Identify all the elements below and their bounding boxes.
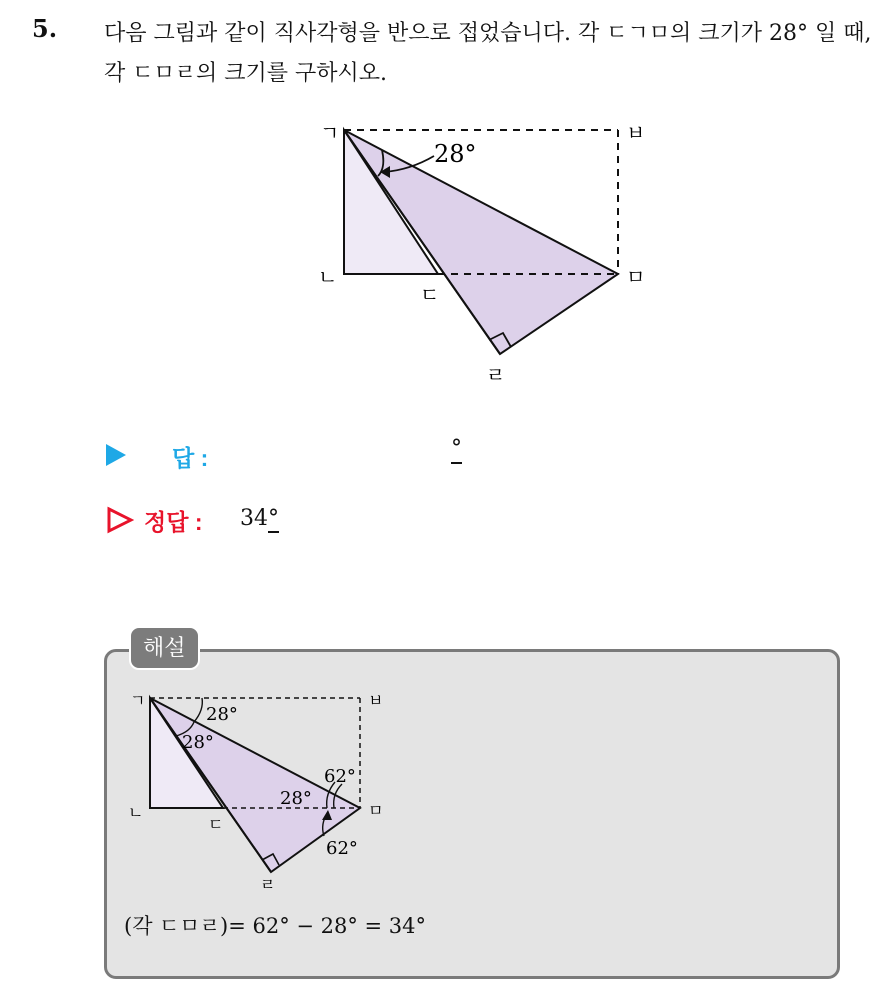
play-triangle-icon <box>106 444 126 466</box>
expl-angle-2: 28° <box>182 732 214 753</box>
explanation-formula: (각 ㄷㅁㄹ)= 62° − 28° = 34° <box>124 914 427 938</box>
label-d: ㄷ <box>420 283 440 307</box>
expl-angle-4: 28° <box>280 788 312 809</box>
expl-angle-3: 62° <box>324 766 356 787</box>
explanation-figure <box>120 690 400 900</box>
main-figure <box>300 112 660 392</box>
question-text: 다음 그림과 같이 직사각형을 반으로 접었습니다. 각 ㄷㄱㅁ의 크기가 28° 일 때, 각 ㄷㅁㄹ의 크기를 구하시오. <box>104 21 872 86</box>
label-n: ㄴ <box>318 265 338 289</box>
expl-label-m: ㅁ <box>368 801 384 820</box>
correct-unit: ° <box>268 506 279 531</box>
angle-label: 28° <box>434 140 477 168</box>
explanation-tag: 해설 <box>129 626 200 670</box>
question-number: 5. <box>32 14 58 43</box>
correct-value <box>240 506 279 531</box>
expl-arc-top <box>194 698 202 722</box>
expl-label-r: ㄹ <box>260 875 276 894</box>
answer-unit: ° <box>451 436 462 464</box>
answer-label: 답 : <box>172 445 209 471</box>
expl-label-d: ㄷ <box>208 815 224 834</box>
label-g: ㄱ <box>320 121 340 145</box>
answer-row <box>106 436 506 472</box>
expl-angle-5: 62° <box>326 838 358 859</box>
expl-label-g: ㄱ <box>130 691 146 710</box>
expl-label-b: ㅂ <box>368 691 384 710</box>
label-r: ㄹ <box>486 363 506 387</box>
label-b: ㅂ <box>626 121 646 145</box>
correct-answer-row <box>106 504 506 538</box>
label-m: ㅁ <box>626 265 646 289</box>
correct-number: 34 <box>240 506 268 531</box>
outline-triangle-icon <box>106 506 134 534</box>
expl-angle-1: 28° <box>206 704 238 725</box>
expl-label-n: ㄴ <box>128 803 144 822</box>
correct-label: 정답 : <box>144 509 203 535</box>
